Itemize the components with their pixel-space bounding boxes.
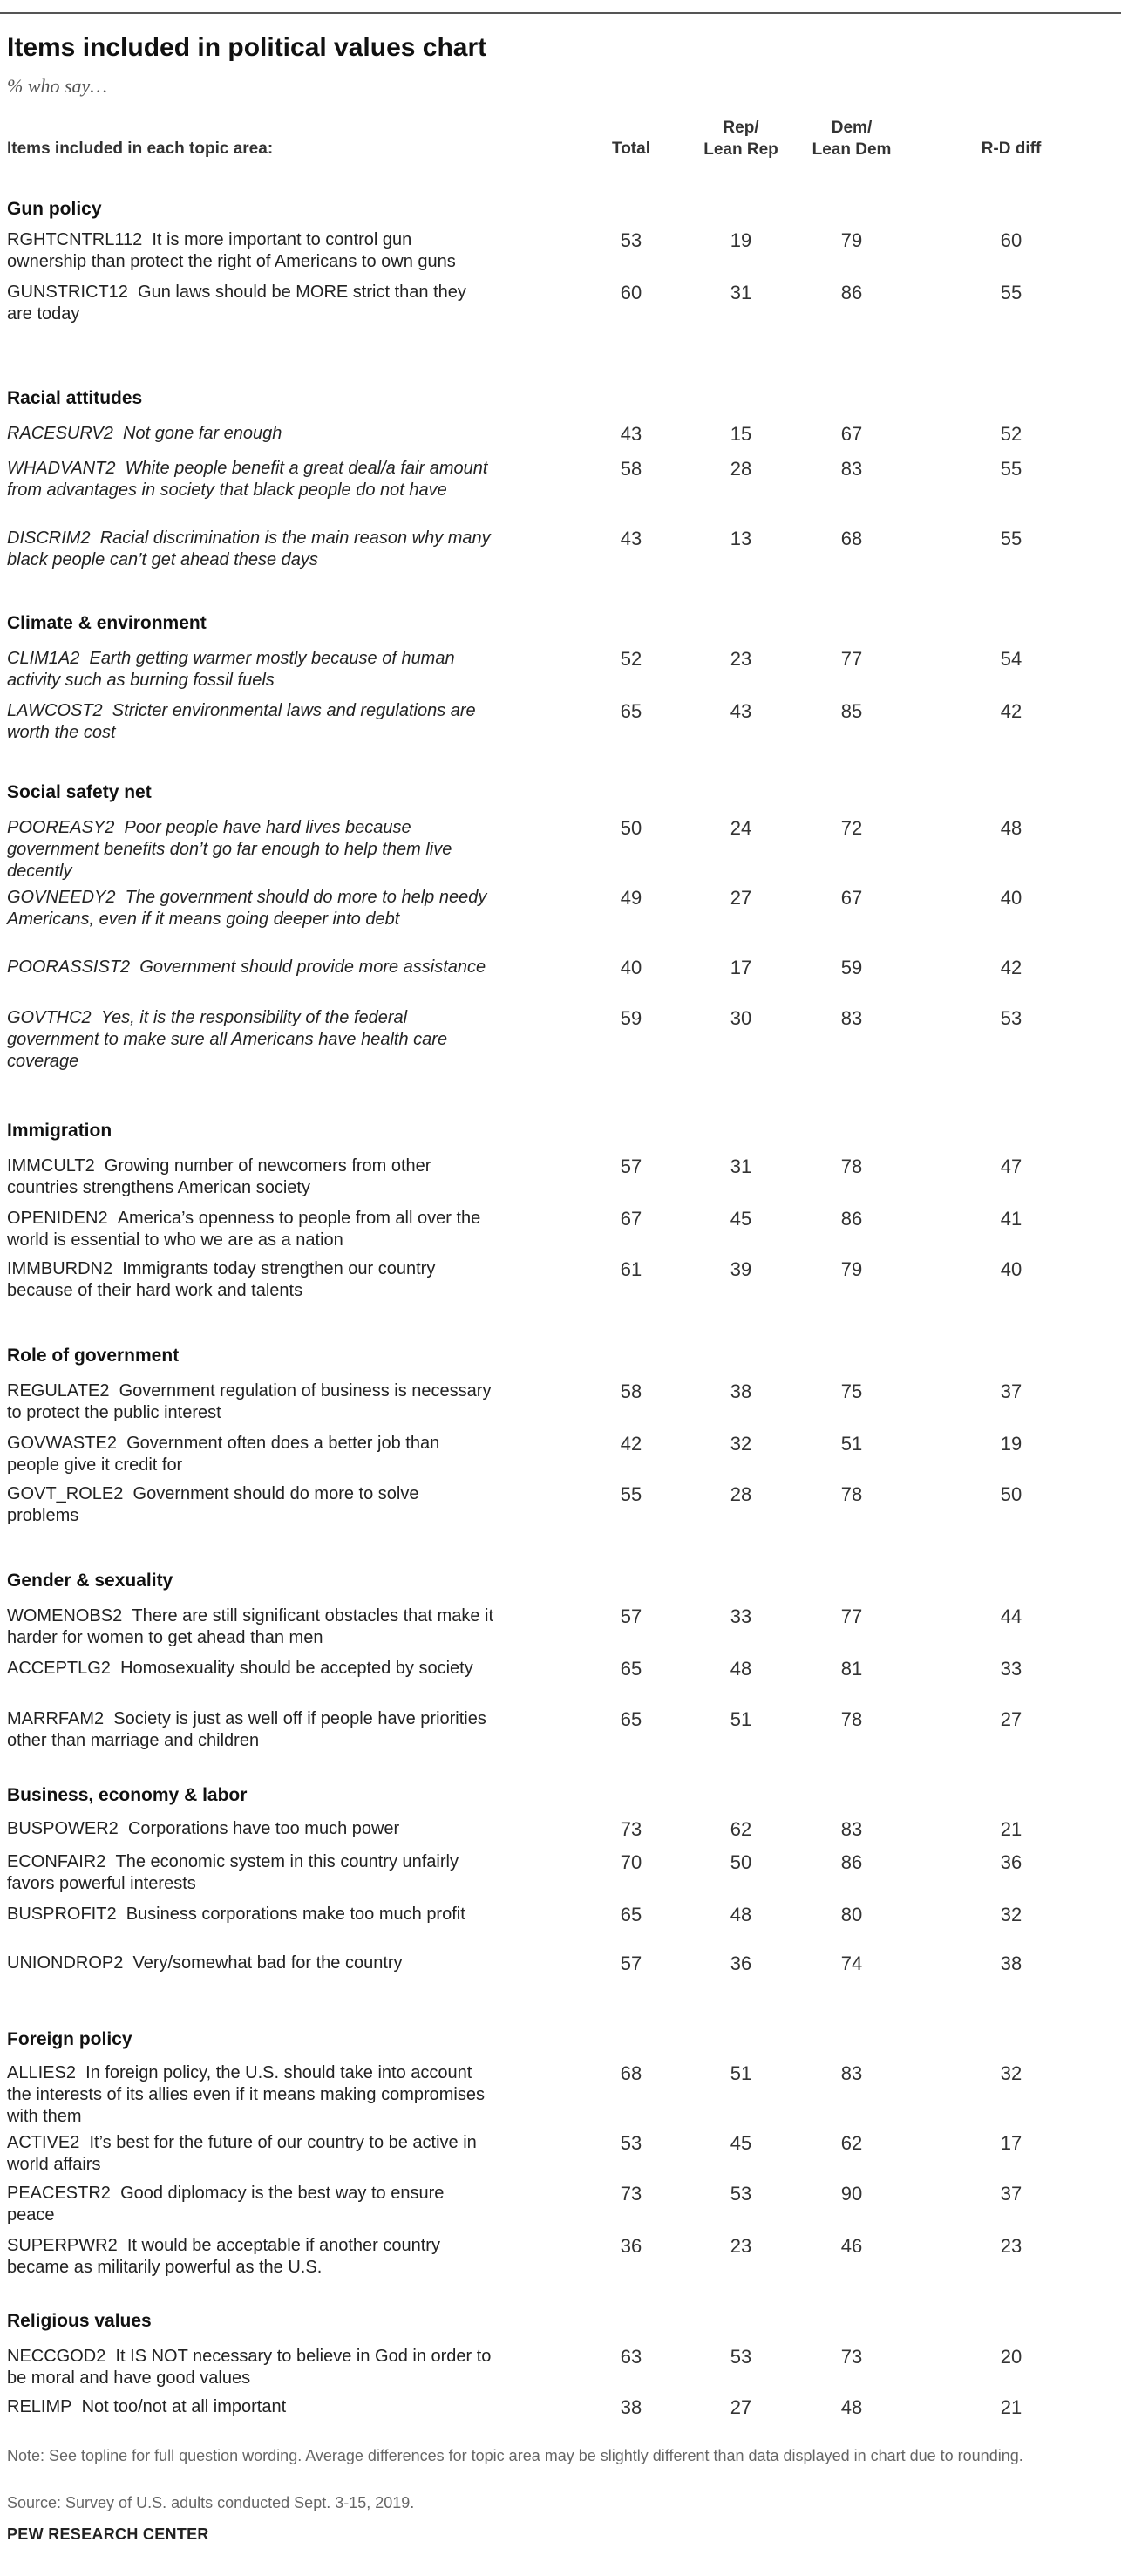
item-text: Business corporations make too much profit bbox=[126, 1905, 465, 1924]
cell-total: 73 bbox=[620, 2183, 642, 2205]
cell-rd-diff: 27 bbox=[1000, 1708, 1022, 1730]
item-description bbox=[7, 1155, 495, 1199]
item-description bbox=[7, 1818, 495, 1840]
item-code: POORASSIST2 bbox=[7, 957, 131, 977]
cell-rd-diff: 19 bbox=[1000, 1433, 1022, 1455]
cell-rd-diff: 32 bbox=[1000, 2062, 1022, 2084]
cell-total: 70 bbox=[620, 1851, 642, 1873]
item-code: MARRFAM2 bbox=[7, 1709, 105, 1728]
cell-rep: 43 bbox=[730, 700, 752, 722]
cell-rd-diff: 52 bbox=[1000, 423, 1022, 445]
cell-rep: 53 bbox=[730, 2183, 752, 2205]
cell-rep: 51 bbox=[730, 2062, 752, 2084]
section-heading: Business, economy & labor bbox=[7, 1785, 248, 1805]
cell-total: 61 bbox=[620, 1258, 642, 1280]
cell-rep: 33 bbox=[730, 1605, 752, 1627]
item-description bbox=[7, 887, 495, 930]
cell-rep: 15 bbox=[730, 423, 752, 445]
item-text: Gun laws should be MORE strict than they are today bbox=[7, 283, 466, 324]
cell-rd-diff: 33 bbox=[1000, 1658, 1022, 1680]
cell-rd-diff: 20 bbox=[1000, 2346, 1022, 2368]
cell-dem: 86 bbox=[840, 1851, 863, 1873]
cell-total: 53 bbox=[620, 229, 642, 251]
item-code: RACESURV2 bbox=[7, 424, 113, 443]
cell-rep: 45 bbox=[730, 2132, 752, 2154]
cell-rd-diff: 36 bbox=[1000, 1851, 1022, 1873]
cell-dem: 59 bbox=[840, 957, 863, 978]
item-text: Racial discrimination is the main reason why many black people can’t get ahead these days bbox=[7, 528, 491, 569]
cell-rd-diff: 23 bbox=[1000, 2235, 1022, 2257]
cell-rd-diff: 40 bbox=[1000, 1258, 1022, 1280]
cell-rd-diff: 38 bbox=[1000, 1952, 1022, 1974]
cell-rd-diff: 54 bbox=[1000, 648, 1022, 670]
top-rule bbox=[0, 12, 1121, 14]
cell-dem: 78 bbox=[840, 1483, 863, 1505]
section-heading: Racial attitudes bbox=[7, 388, 143, 408]
cell-rep: 27 bbox=[730, 887, 752, 909]
item-code: POOREASY2 bbox=[7, 818, 115, 837]
item-description bbox=[7, 2183, 495, 2226]
item-code: PEACESTR2 bbox=[7, 2184, 111, 2203]
page-subtitle: % who say… bbox=[7, 75, 107, 97]
item-code: BUSPOWER2 bbox=[7, 1819, 119, 1838]
cell-total: 65 bbox=[620, 1658, 642, 1680]
cell-total: 67 bbox=[620, 1208, 642, 1230]
item-description bbox=[7, 528, 495, 571]
cell-total: 58 bbox=[620, 1380, 642, 1402]
cell-dem: 68 bbox=[840, 528, 863, 549]
item-description bbox=[7, 1483, 495, 1527]
item-description bbox=[7, 229, 495, 273]
cell-dem: 78 bbox=[840, 1155, 863, 1177]
cell-rep: 13 bbox=[730, 528, 752, 549]
cell-rep: 23 bbox=[730, 648, 752, 670]
item-text: Government should provide more assistance bbox=[139, 957, 486, 977]
item-text: It IS NOT necessary to believe in God in order to be moral and have good values bbox=[7, 2347, 492, 2388]
cell-rd-diff: 53 bbox=[1000, 1007, 1022, 1029]
item-code: OPENIDEN2 bbox=[7, 1209, 108, 1228]
header-rep: Rep/ Lean Rep bbox=[703, 119, 778, 159]
item-text: It’s best for the future of our country to be active in world affairs bbox=[7, 2133, 477, 2174]
source-line: Source: Survey of U.S. adults conducted Sept. 3-15, 2019. bbox=[7, 2494, 415, 2511]
cell-rd-diff: 55 bbox=[1000, 458, 1022, 480]
cell-dem: 90 bbox=[840, 2183, 863, 2205]
cell-total: 53 bbox=[620, 2132, 642, 2154]
item-code: GUNSTRICT12 bbox=[7, 283, 128, 302]
item-code: WHADVANT2 bbox=[7, 459, 116, 478]
cell-rd-diff: 21 bbox=[1000, 2396, 1022, 2418]
item-text: Not gone far enough bbox=[123, 424, 282, 443]
cell-dem: 85 bbox=[840, 700, 863, 722]
cell-rep: 51 bbox=[730, 1708, 752, 1730]
cell-dem: 80 bbox=[840, 1904, 863, 1925]
cell-rd-diff: 44 bbox=[1000, 1605, 1022, 1627]
page-title: Items included in political values chart bbox=[7, 33, 487, 62]
cell-total: 63 bbox=[620, 2346, 642, 2368]
item-text: Government regulation of business is necessary to protect the public interest bbox=[7, 1381, 492, 1422]
cell-dem: 78 bbox=[840, 1708, 863, 1730]
cell-total: 43 bbox=[620, 423, 642, 445]
item-text: The government should do more to help needy Americans, even if it means going deeper into debt bbox=[7, 888, 487, 929]
section-heading: Gender & sexuality bbox=[7, 1571, 173, 1591]
cell-rep: 50 bbox=[730, 1851, 752, 1873]
item-text: Yes, it is the responsibility of the federal government to make sure all Americans have health care coverage bbox=[7, 1008, 448, 1071]
cell-rep: 28 bbox=[730, 458, 752, 480]
cell-total: 50 bbox=[620, 817, 642, 839]
item-text: In foreign policy, the U.S. should take into account the interests of its allies even if it means making compromises with them bbox=[7, 2063, 485, 2126]
cell-rep: 17 bbox=[730, 957, 752, 978]
header-items: Items included in each topic area: bbox=[7, 140, 274, 158]
item-text: It would be acceptable if another country became as militarily powerful as the U.S. bbox=[7, 2236, 440, 2277]
cell-rd-diff: 50 bbox=[1000, 1483, 1022, 1505]
item-code: IMMCULT2 bbox=[7, 1156, 95, 1176]
cell-total: 49 bbox=[620, 887, 642, 909]
cell-dem: 67 bbox=[840, 423, 863, 445]
section-heading: Foreign policy bbox=[7, 2029, 132, 2049]
item-text: Earth getting warmer mostly because of human activity such as burning fossil fuels bbox=[7, 649, 455, 690]
item-description bbox=[7, 700, 495, 744]
item-code: CLIM1A2 bbox=[7, 649, 80, 668]
item-code: ACCEPTLG2 bbox=[7, 1659, 111, 1678]
cell-dem: 74 bbox=[840, 1952, 863, 1974]
item-description bbox=[7, 817, 495, 883]
item-text: America’s openness to people from all over the world is essential to who we are as a nation bbox=[7, 1209, 481, 1250]
item-text: There are still significant obstacles that make it harder for women to get ahead than men bbox=[7, 1606, 494, 1647]
item-code: REGULATE2 bbox=[7, 1381, 110, 1400]
item-text: Very/somewhat bad for the country bbox=[132, 1953, 403, 1973]
cell-dem: 51 bbox=[840, 1433, 863, 1455]
cell-dem: 83 bbox=[840, 1818, 863, 1840]
item-text: Growing number of newcomers from other countries strengthens American society bbox=[7, 1156, 431, 1197]
section-heading: Climate & environment bbox=[7, 613, 207, 633]
section-heading: Immigration bbox=[7, 1121, 112, 1141]
cell-rd-diff: 42 bbox=[1000, 700, 1022, 722]
item-code: RGHTCNTRL112 bbox=[7, 230, 143, 249]
cell-total: 55 bbox=[620, 1483, 642, 1505]
cell-rep: 27 bbox=[730, 2396, 752, 2418]
cell-total: 42 bbox=[620, 1433, 642, 1455]
section-heading: Gun policy bbox=[7, 199, 102, 219]
cell-rep: 48 bbox=[730, 1658, 752, 1680]
item-code: NECCGOD2 bbox=[7, 2347, 106, 2366]
cell-total: 65 bbox=[620, 1904, 642, 1925]
item-description bbox=[7, 1433, 495, 1476]
cell-rep: 28 bbox=[730, 1483, 752, 1505]
item-code: RELIMP bbox=[7, 2397, 72, 2416]
cell-dem: 75 bbox=[840, 1380, 863, 1402]
cell-rd-diff: 55 bbox=[1000, 282, 1022, 303]
item-text: It is more important to control gun ownership than protect the right of Americans to own guns bbox=[7, 230, 456, 271]
item-text: Government should do more to solve problems bbox=[7, 1484, 419, 1525]
cell-total: 57 bbox=[620, 1155, 642, 1177]
item-text: Homosexuality should be accepted by society bbox=[120, 1659, 473, 1678]
item-description bbox=[7, 1605, 495, 1649]
section-heading: Social safety net bbox=[7, 782, 152, 802]
cell-rep: 31 bbox=[730, 1155, 752, 1177]
cell-dem: 46 bbox=[840, 2235, 863, 2257]
item-code: UNIONDROP2 bbox=[7, 1953, 124, 1973]
item-code: WOMENOBS2 bbox=[7, 1606, 123, 1625]
item-text: White people benefit a great deal/a fair amount from advantages in society that black people do not have bbox=[7, 459, 488, 500]
item-code: GOVNEEDY2 bbox=[7, 888, 116, 907]
item-description bbox=[7, 1708, 495, 1752]
item-description bbox=[7, 957, 495, 978]
item-text: Immigrants today strengthen our country because of their hard work and talents bbox=[7, 1259, 436, 1300]
brand-logo-text: PEW RESEARCH CENTER bbox=[7, 2525, 209, 2543]
cell-total: 40 bbox=[620, 957, 642, 978]
cell-total: 60 bbox=[620, 282, 642, 303]
item-text: Corporations have too much power bbox=[127, 1819, 400, 1838]
item-description bbox=[7, 1258, 495, 1302]
cell-rep: 23 bbox=[730, 2235, 752, 2257]
cell-rep: 48 bbox=[730, 1904, 752, 1925]
item-text: The economic system in this country unfairly favors powerful interests bbox=[7, 1852, 459, 1893]
cell-total: 57 bbox=[620, 1952, 642, 1974]
cell-rd-diff: 48 bbox=[1000, 817, 1022, 839]
cell-total: 43 bbox=[620, 528, 642, 549]
item-text: Government often does a better job than people give it credit for bbox=[7, 1434, 440, 1475]
cell-dem: 83 bbox=[840, 458, 863, 480]
cell-rd-diff: 60 bbox=[1000, 229, 1022, 251]
item-description bbox=[7, 2132, 495, 2176]
item-code: ACTIVE2 bbox=[7, 2133, 80, 2152]
cell-total: 58 bbox=[620, 458, 642, 480]
item-code: BUSPROFIT2 bbox=[7, 1905, 117, 1924]
cell-rep: 62 bbox=[730, 1818, 752, 1840]
cell-dem: 86 bbox=[840, 1208, 863, 1230]
cell-rd-diff: 37 bbox=[1000, 2183, 1022, 2205]
cell-rep: 30 bbox=[730, 1007, 752, 1029]
cell-rep: 31 bbox=[730, 282, 752, 303]
item-text: Good diplomacy is the best way to ensure peace bbox=[7, 2184, 445, 2225]
cell-total: 68 bbox=[620, 2062, 642, 2084]
item-description bbox=[7, 2235, 495, 2279]
cell-rep: 53 bbox=[730, 2346, 752, 2368]
item-code: GOVTHC2 bbox=[7, 1008, 92, 1027]
item-description bbox=[7, 1904, 495, 1925]
item-description bbox=[7, 282, 495, 325]
cell-rd-diff: 42 bbox=[1000, 957, 1022, 978]
cell-dem: 79 bbox=[840, 229, 863, 251]
cell-rep: 19 bbox=[730, 229, 752, 251]
cell-dem: 67 bbox=[840, 887, 863, 909]
cell-total: 65 bbox=[620, 1708, 642, 1730]
cell-dem: 81 bbox=[840, 1658, 863, 1680]
cell-rep: 39 bbox=[730, 1258, 752, 1280]
cell-dem: 79 bbox=[840, 1258, 863, 1280]
item-code: ALLIES2 bbox=[7, 2063, 76, 2082]
cell-dem: 77 bbox=[840, 648, 863, 670]
item-code: LAWCOST2 bbox=[7, 701, 103, 720]
header-dem: Dem/ Lean Dem bbox=[812, 119, 892, 159]
item-description bbox=[7, 423, 495, 445]
cell-dem: 62 bbox=[840, 2132, 863, 2154]
item-description bbox=[7, 1380, 495, 1424]
item-description bbox=[7, 2396, 495, 2418]
cell-rep: 38 bbox=[730, 1380, 752, 1402]
item-description bbox=[7, 458, 495, 501]
item-text: Poor people have hard lives because government benefits don’t go far enough to help them live decently bbox=[7, 818, 452, 881]
cell-dem: 83 bbox=[840, 2062, 863, 2084]
item-text: Society is just as well off if people have priorities other than marriage and children bbox=[7, 1709, 486, 1750]
item-description bbox=[7, 1952, 495, 1974]
cell-total: 52 bbox=[620, 648, 642, 670]
item-text: Not too/not at all important bbox=[81, 2397, 287, 2416]
item-description bbox=[7, 1851, 495, 1895]
item-description bbox=[7, 1007, 495, 1073]
section-heading: Religious values bbox=[7, 2311, 152, 2331]
item-code: ECONFAIR2 bbox=[7, 1852, 106, 1871]
item-code: IMMBURDN2 bbox=[7, 1259, 113, 1278]
item-code: SUPERPWR2 bbox=[7, 2236, 118, 2255]
item-code: DISCRIM2 bbox=[7, 528, 91, 548]
item-code: GOVT_ROLE2 bbox=[7, 1484, 124, 1503]
cell-total: 73 bbox=[620, 1818, 642, 1840]
cell-dem: 48 bbox=[840, 2396, 863, 2418]
item-description bbox=[7, 648, 495, 692]
cell-total: 36 bbox=[620, 2235, 642, 2257]
cell-total: 59 bbox=[620, 1007, 642, 1029]
header-total: Total bbox=[612, 140, 650, 158]
cell-rep: 32 bbox=[730, 1433, 752, 1455]
item-description bbox=[7, 2346, 495, 2389]
cell-rd-diff: 21 bbox=[1000, 1818, 1022, 1840]
cell-rep: 24 bbox=[730, 817, 752, 839]
item-description bbox=[7, 2062, 495, 2128]
cell-rd-diff: 17 bbox=[1000, 2132, 1022, 2154]
cell-rd-diff: 40 bbox=[1000, 887, 1022, 909]
cell-dem: 83 bbox=[840, 1007, 863, 1029]
header-diff: R-D diff bbox=[981, 140, 1042, 158]
cell-rep: 45 bbox=[730, 1208, 752, 1230]
cell-rep: 36 bbox=[730, 1952, 752, 1974]
cell-total: 57 bbox=[620, 1605, 642, 1627]
cell-rd-diff: 55 bbox=[1000, 528, 1022, 549]
item-description bbox=[7, 1208, 495, 1251]
cell-total: 38 bbox=[620, 2396, 642, 2418]
item-code: GOVWASTE2 bbox=[7, 1434, 117, 1453]
cell-rd-diff: 41 bbox=[1000, 1208, 1022, 1230]
cell-rd-diff: 32 bbox=[1000, 1904, 1022, 1925]
cell-dem: 72 bbox=[840, 817, 863, 839]
item-description bbox=[7, 1658, 495, 1680]
section-heading: Role of government bbox=[7, 1346, 180, 1366]
footnote: Note: See topline for full question wording. Average differences for topic area may be slightly different than data displayed in chart due to rounding. bbox=[7, 2447, 1023, 2464]
cell-dem: 77 bbox=[840, 1605, 863, 1627]
cell-rd-diff: 37 bbox=[1000, 1380, 1022, 1402]
item-text: Stricter environmental laws and regulations are worth the cost bbox=[7, 701, 476, 742]
cell-rd-diff: 47 bbox=[1000, 1155, 1022, 1177]
cell-dem: 86 bbox=[840, 282, 863, 303]
cell-total: 65 bbox=[620, 700, 642, 722]
cell-dem: 73 bbox=[840, 2346, 863, 2368]
